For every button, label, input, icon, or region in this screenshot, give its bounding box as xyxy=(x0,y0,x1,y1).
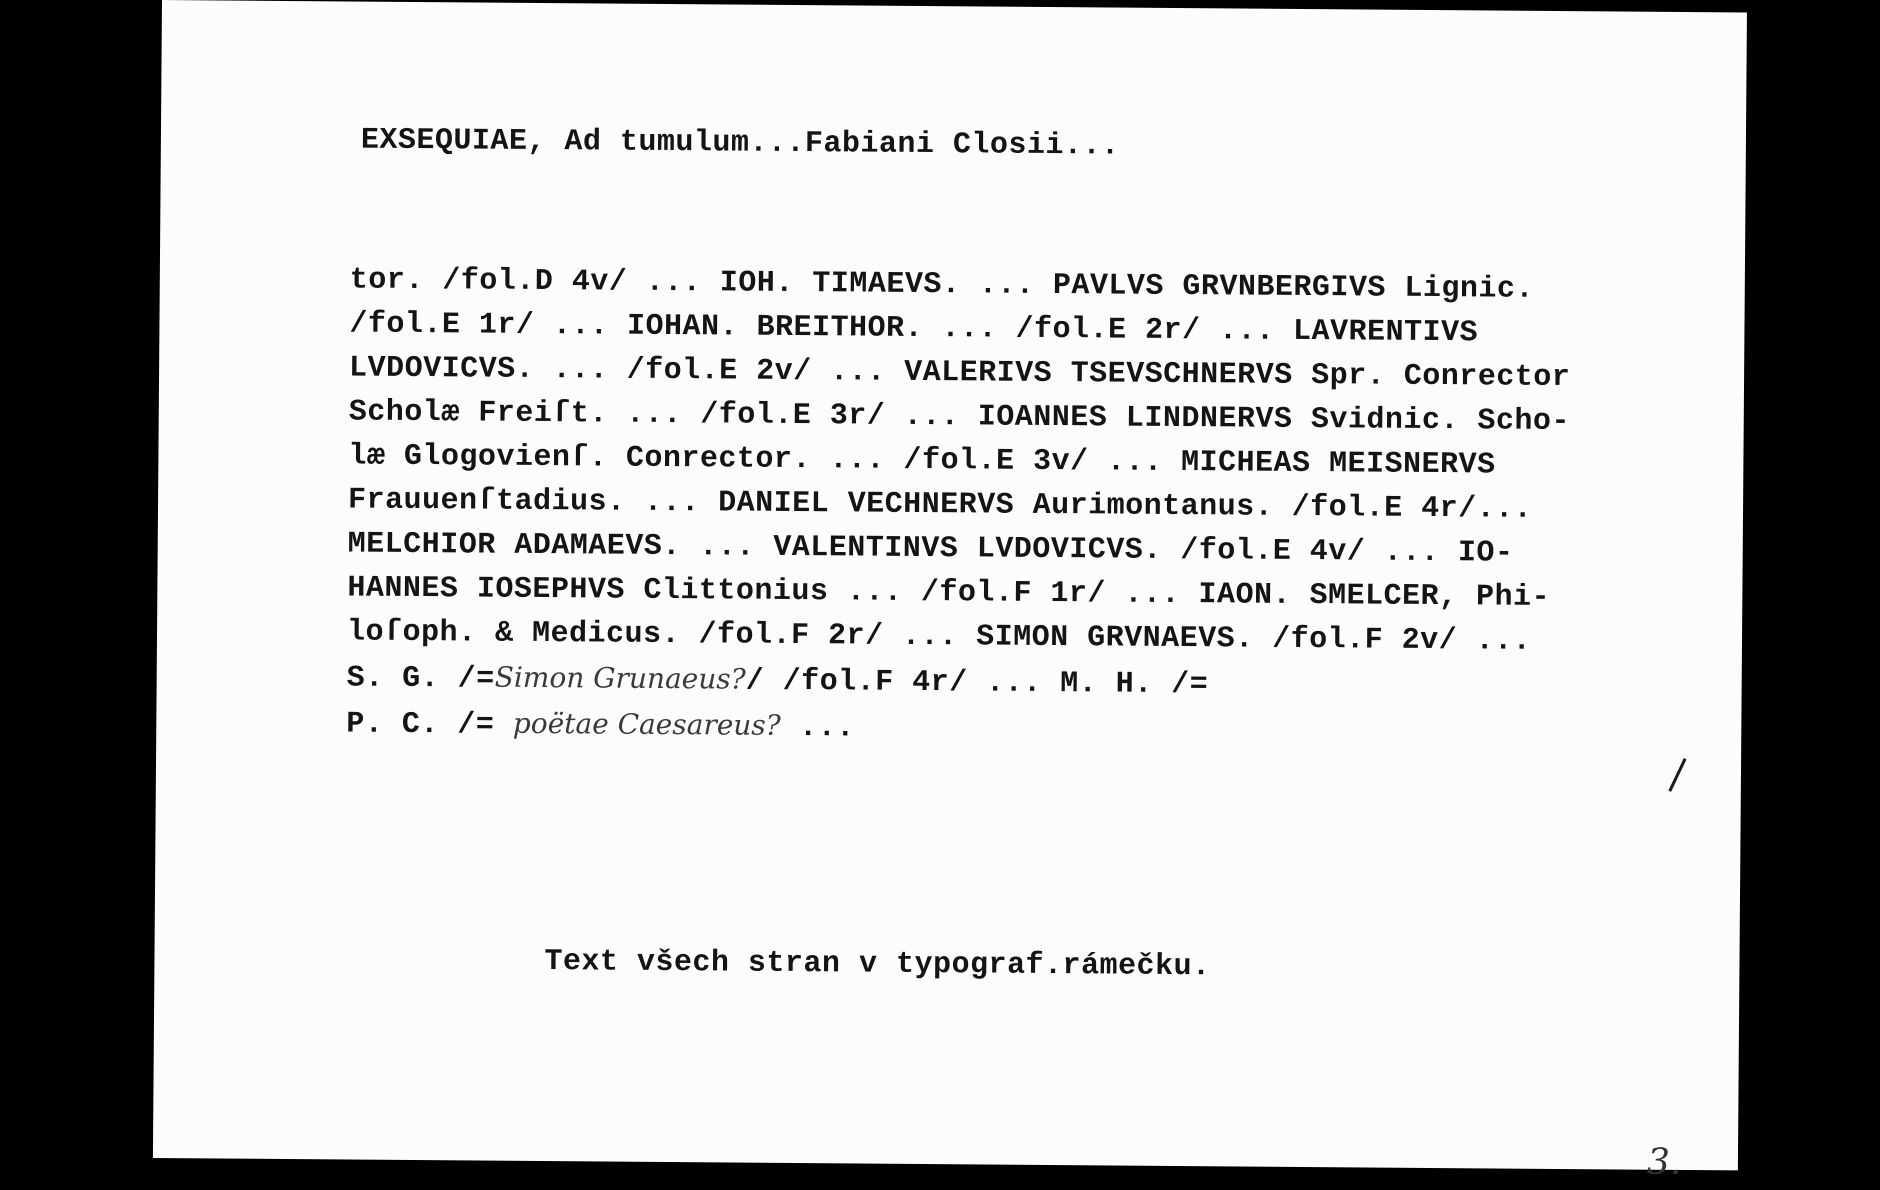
text-line: Frauuenſtadius. ... DANIEL VECHNERVS Aurimontanus. /fol.E 4r/... xyxy=(347,483,1533,527)
sg-handwritten-note: Simon Grunaeus? xyxy=(494,660,746,696)
pc-prefix: P. C. /= xyxy=(346,707,495,743)
catalog-card xyxy=(153,0,1747,1183)
text-line: tor. /fol.D 4v/ ... IOH. TIMAEVS. ... PAVLVS GRVNBERGIVS Lignic. xyxy=(349,263,1535,307)
card-footer-note: Text všech stran v typograf.rámečku. xyxy=(544,945,1211,985)
text-line: HANNES IOSEPHVS Clittonius ... /fol.F 1r/ ... IAON. SMELCER, Phi- xyxy=(347,571,1551,615)
text-line: MELCHIOR ADAMAEVS. ... VALENTINVS LVDOVICVS. /fol.E 4v/ ... IO- xyxy=(347,527,1514,571)
sg-suffix: / /fol.F 4r/ ... M. H. /= xyxy=(745,664,1209,703)
text-line: loſoph. & Medicus. /fol.F 2r/ ... SIMON GRVNAEVS. /fol.F 2v/ ... xyxy=(346,615,1532,659)
text-line: /fol.E 1r/ ... IOHAN. BREITHOR. ... /fol.E 2r/ ... LAVRENTIVS xyxy=(349,307,1479,351)
pc-suffix: ... xyxy=(780,710,855,746)
text-line: LVDOVICVS. ... /fol.E 2v/ ... VALERIVS TSEVSCHNERVS Spr. Conrector xyxy=(348,351,1571,396)
text-line-pc xyxy=(346,705,855,745)
card-title: EXSEQUIAE, Ad tumulum...Fabiani Closii... xyxy=(360,123,1120,164)
text-line-sg xyxy=(347,659,1209,702)
closing-slash-mark xyxy=(1668,758,1686,792)
sg-prefix: S. G. /= xyxy=(346,661,495,697)
text-line: Scholæ Freiſt. ... /fol.E 3r/ ... IOANNES LINDNERVS Svidnic. Scho- xyxy=(348,395,1571,440)
pc-handwritten-note: poëtae Caesareus? xyxy=(512,706,781,742)
text-line: læ Glogovienſ. Conrector. ... /fol.E 3v/ ... MICHEAS MEISNERVS xyxy=(348,439,1496,483)
page-number: 3. xyxy=(1646,1141,1682,1183)
